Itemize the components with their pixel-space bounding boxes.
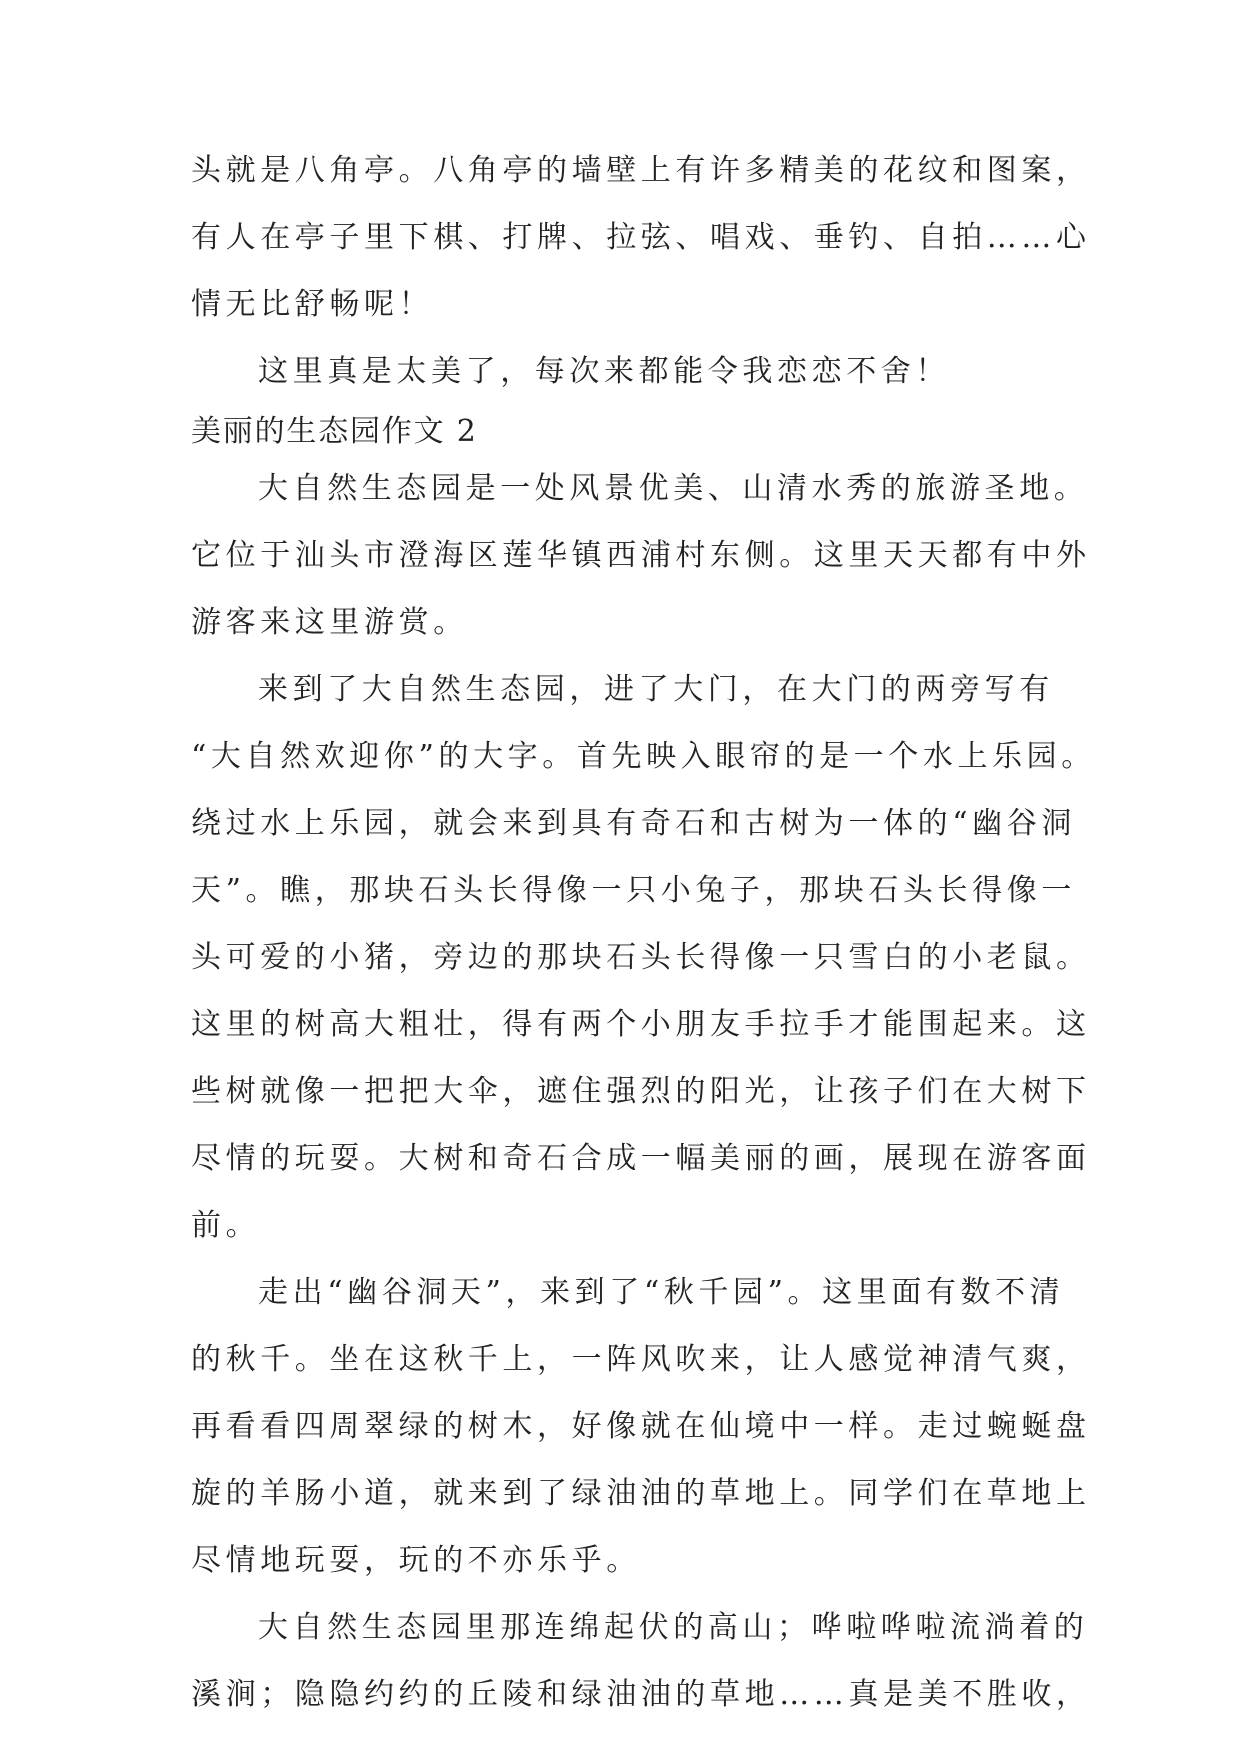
- text-line: 大自然生态园里那连绵起伏的高山；哗啦哗啦流淌着的: [258, 1610, 1089, 1645]
- text-line: 来到了大自然生态园，进了大门，在大门的两旁写有: [258, 672, 1054, 707]
- text-line: 天”。瞧，那块石头长得像一只小兔子，那块石头长得像一: [191, 873, 1076, 908]
- text-line: 旋的羊肠小道，就来到了绿油油的草地上。同学们在草地上: [191, 1476, 1091, 1511]
- text-line: 有人在亭子里下棋、打牌、拉弦、唱戏、垂钓、自拍……心: [191, 220, 1091, 255]
- text-line: 情无比舒畅呢！: [191, 287, 434, 322]
- text-line: 头就是八角亭。八角亭的墙壁上有许多精美的花纹和图案，: [191, 153, 1091, 188]
- text-line: 再看看四周翠绿的树木，好像就在仙境中一样。走过蜿蜒盘: [191, 1409, 1091, 1444]
- text-line: 大自然生态园是一处风景优美、山清水秀的旅游圣地。: [258, 471, 1089, 506]
- text-line: 走出“幽谷洞天”，来到了“秋千园”。这里面有数不清: [258, 1275, 1065, 1310]
- text-line: 绕过水上乐园，就会来到具有奇石和古树为一体的“幽谷洞: [191, 806, 1076, 841]
- essay-heading: 美丽的生态园作文 2: [191, 414, 478, 449]
- text-line: 这里的树高大粗壮，得有两个小朋友手拉手才能围起来。这: [191, 1007, 1091, 1042]
- text-line: 它位于汕头市澄海区莲华镇西浦村东侧。这里天天都有中外: [191, 538, 1091, 573]
- text-line: 些树就像一把把大伞，遮住强烈的阳光，让孩子们在大树下: [191, 1074, 1091, 1109]
- text-line: 前。: [191, 1208, 261, 1243]
- text-line: 尽情的玩耍。大树和奇石合成一幅美丽的画，展现在游客面: [191, 1141, 1091, 1176]
- text-line: 尽情地玩耍，玩的不亦乐乎。: [191, 1543, 641, 1578]
- text-line: “大自然欢迎你”的大字。首先映入眼帘的是一个水上乐园。: [191, 739, 1096, 774]
- text-line: 的秋千。坐在这秋千上，一阵风吹来，让人感觉神清气爽，: [191, 1342, 1091, 1377]
- text-line: 头可爱的小猪，旁边的那块石头长得像一只雪白的小老鼠。: [191, 940, 1091, 975]
- text-line: 这里真是太美了，每次来都能令我恋恋不舍！: [258, 354, 950, 389]
- text-line: 游客来这里游赏。: [191, 605, 468, 640]
- text-line: 溪涧；隐隐约约的丘陵和绿油油的草地……真是美不胜收，: [191, 1677, 1091, 1712]
